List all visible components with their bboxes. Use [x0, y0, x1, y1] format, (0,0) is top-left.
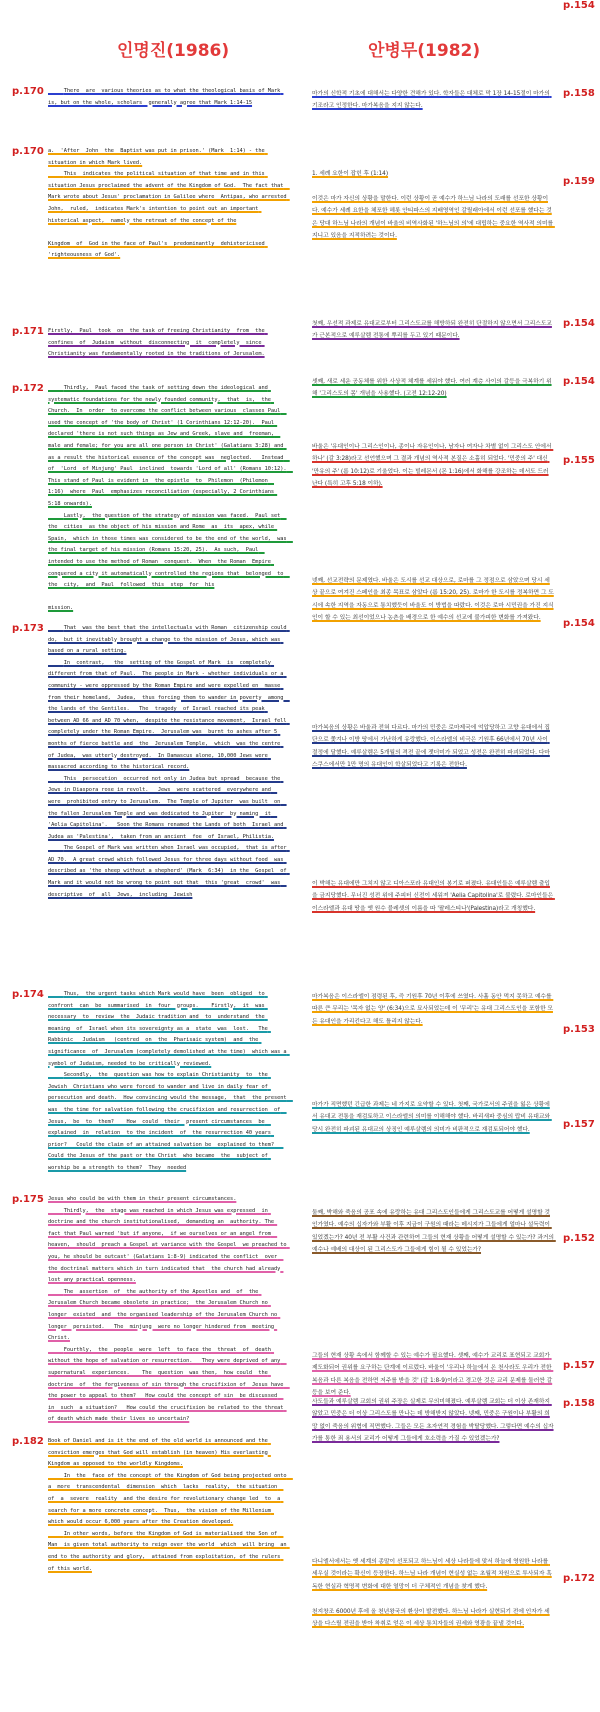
- right-page-ref: p.158: [563, 1398, 595, 1409]
- right-paragraph: 마가가 직면했던 긴급한 과제는 네 가지로 요약할 수 있다. 첫째, 국가로서의 주권을 잃은 상황에서 유대교 전통을 재검토하고 이스라엘의 의미를 이해해야 했다. 바리새파 중심의 랍비 유대교와 당시 완전히 파괴된 유대교의 상징인 예루살렘의 의미가 비판적으로 재검토되어야 했다.: [312, 1102, 552, 1133]
- left-paragraph: Jesus who could be with them in their present circumstances. Thirdly, the stage was reached in which Jesus was expressed in doctrine and the church institutionalised, demanding an authority. The fact that Paul warned 'but if anyone, if we ourselves or an angel from heaven, should preach a Gospel at variance with the Gospel we preached to you, he should be outcast' (Galatians 1:8-9) indicated the conflict over the doctrinal matters which in turn indicated that the church had already lost any practical openness. The assertion of the authority of the Apostles and of the Jerusalem Church became obsolete in practice; the Jerusalem Church no longer existed and the organised leadership of the Jerusalem Church no longer persisted. The minjung were no longer hindered from meeting Christ. Fourthly, the people were left to face the threat of death without the hope of salvation or resurrection. They were deprived of any supernatural experiences. The question was then, how could the doctrine of the forgiveness of sin through the crucifixion of Jesus have the power to appeal to them? How could the concept of sin be discussed in such a situation? How could the crucifixion be related to the threat of death which made their lives so uncertain?: [48, 1196, 287, 1423]
- left-text-block: [48, 623, 288, 980]
- right-page-ref: p.154: [563, 376, 595, 387]
- right-text-block: [312, 1099, 554, 1203]
- right-text-block: [312, 991, 554, 1096]
- right-page-ref: p.157: [563, 1119, 595, 1130]
- left-text-block: [48, 86, 288, 112]
- right-text-block: [312, 441, 554, 555]
- right-text-block: [312, 722, 554, 862]
- right-text-block: [312, 318, 554, 356]
- right-page-ref: p.154: [563, 318, 595, 329]
- left-page-ref: p.174: [12, 989, 44, 1000]
- right-paragraph: 마가복음의 상황은 바울과 전혀 다르다. 마가의 민중은 로마제국에 억압당하고 고향 유대에서 집단으로 쫓겨나 이방 땅에서 가난하게 유랑했다. 이스라엘의 비극은 기원후 66년에서 70년 사이 절정에 달했다. 예루살렘은 5개월의 격전 끝에 잿더미가 되었고 성전은 완전히 파괴되었다. 다마스쿠스에서만 1만 명의 유대인이 학살되었다고 기록은 전한다.: [312, 725, 550, 769]
- right-paragraph: 다니엘서에서는 옛 세계의 종말이 선포되고 하느님이 세상 나라들에 맞서 하늘에 영원한 나라를 세우실 것이라는 확신이 등장한다. 하느님 나라 개념이 현실성 없는 초월적 차원으로 투사되자 혹독한 현실과 혁명적 변화에 대한 열망이 더 구체적인 개념을 찾게 했다. 천지창조 6000년 후에 올 천년왕국의 환상이 발전했다. 하느님 나라가 실현되기 전에 인자가 세상을 다스릴 전권을 받아 착취로 얻은 이 세상 통치자들의 권세와 영광을 끝낼 것이다.: [312, 1559, 552, 1628]
- right-text-block: [312, 376, 554, 426]
- right-page-ref: p.158: [563, 88, 595, 99]
- right-page-ref: p.172: [563, 1573, 595, 1584]
- left-page-ref: p.173: [12, 623, 44, 634]
- left-paragraph: Firstly, Paul took on the task of freeing Christianity from the confines of Judaism without disconnecting it completely since Christianity was fundamentally rooted in the traditions of Jerusalem.: [48, 328, 268, 358]
- right-page-ref: p.154: [563, 618, 595, 629]
- left-column-header: 인명진(1986): [117, 41, 230, 61]
- right-page-ref: p.157: [563, 1360, 595, 1371]
- left-paragraph: Book of Daniel and is it the end of the old world is announced and the conviction emerges that God will establish (in heaven) His everlasting Kingdom as opposed to the worldly Kingdoms. In the face of the concept of the Kingdom of God being projected onto a more transcendental dimension which lacks reality, the situation of a severe reality and the desire for revolutionary change led to a search for a more concrete concept. Thus, the vision of the Millenium which would occur 6,000 years after the Creation developed. In other words, before the Kingdom of God is materialised the Son of Man is given total authority to reign over the world which will bring an end to the authority and glory, attained from exploitation, of the rulers of this world.: [48, 1438, 287, 1572]
- right-text-block: [312, 878, 554, 970]
- right-paragraph: 마가의 신학적 기초에 대해서는 다양한 견해가 있다. 학자들은 대체로 막 1장 14-15절이 마가의 기조라고 인정한다. 마가복음을 지지 않는다.: [312, 91, 552, 110]
- right-text-block: [312, 1207, 554, 1327]
- right-page-ref: p.153: [563, 1024, 595, 1035]
- left-paragraph: Thirdly, Paul faced the task of setting down the ideological and systematic foundations for the newly founded community, that is, the Church. In order to overcome the conflict between various classes Paul used the concept of 'the body of Christ' (1 Corinthians 12:12-20). Paul declared 'there is not such things as Jew and Greek, slave and freeman, male and female; for you are all one person in Christ' (Galatians 3:28) and as a result the historical essence of the concept was neglected. Instead of 'Lord of Minjung' Paul inclined towards 'Lord of all' (Romans 10:12). This stand of Paul is evident in the epistle to Philemon (Philemon 1:16) where Paul emphasizes reconciliation (especially, 2 Corinthians 5:18 onwards). Lastly, the question of the strategy of mission was faced. Paul set the cities as the object of his mission and Rome as its apex, while Spain, which in those times was considered to be the end of the world, was the final target of his mission (Romans 15:20, 25). As such, Paul intended to use the method of Roman conquest. When the Roman Empire conquered a city it automatically controlled the regions that belonged to the city, and Paul followed this step for his mission.: [48, 385, 287, 612]
- left-page-ref: p.170: [12, 146, 44, 157]
- left-page-ref: p.171: [12, 326, 44, 337]
- right-paragraph: 셋째, 새로 세운 공동체를 위한 사상적 체계를 세워야 했다. 여러 계층 사이의 갈등을 극복하기 위해 '그리스도의 몸' 개념을 사용했다. (고전 12:12-20): [312, 379, 552, 398]
- right-paragraph: 둘째, 박해와 죽음의 공포 속에 유랑하는 유대 그리스도인들에게 그리스도교를 어떻게 설명할 것인가였다. 예수의 십자가와 부활 이후 지금이 구원의 때라는 메시지가 그들에게 얼마나 설득력이 있었겠는가? 40년 전 부활 사건과 관련하여 그들의 현재 상황을 어떻게 설명할 수 있는가? 과거의 예수나 예배의 대상이 된 그리스도가 그들에게 힘이 될 수 있었는가?: [312, 1210, 556, 1254]
- left-paragraph: a. 'After John the Baptist was put in prison.' (Mark 1:14) - the situation in which Mark lived. This indicates the political situation of that time and in this situation Jesus proclaimed the advent of the Kingdom of God. The fact that Mark wrote about Jesus' proclamation in Galilee where Antipas, who arrested John, ruled, indicates Mark's intention to point out an important historical aspect, namely the retreat of the concept of the Kingdom of God in the face of Paul's predominantly dehistoricised 'righteousness of God'.: [48, 148, 287, 259]
- right-page-ref: p.154: [563, 0, 595, 11]
- right-paragraph: 마가복음은 이스라엘이 점령된 후, 즉 기원후 70년 이후에 쓰였다. 사흘 동안 먹지 못하고 예수를 따른 큰 무리는 '목자 없는 양' (6:34)으로 묘사되었는데 이 '무리'는 유대 그리스도인을 포함한 모든 유대인을 가리킨다고 해도 틀리지 않는다.: [312, 994, 554, 1025]
- right-paragraph: 사도들과 예루살렘 교회의 권위 주장은 실제로 무의미해졌다. 예루살렘 교회는 더 이상 존재하지 않았고 민중은 더 이상 그리스도를 만나는 데 방해받지 않았다. 넷째, 민중은 구원이나 부활의 희망 없이 죽음의 위협에 직면했다. 그들은 모든 초자연적 경험을 박탈당했다. 그렇다면 예수의 십자가를 통한 죄 용서의 교리가 어떻게 그들에게 호소력을 가질 수 있었겠는가?: [312, 1399, 554, 1443]
- left-page-ref: p.182: [12, 1436, 44, 1447]
- left-page-ref: p.175: [12, 1194, 44, 1205]
- left-text-block: [48, 989, 288, 1189]
- right-paragraph: 1. 세례 요한이 잡힌 후 (1:14) 이것은 마가 자신의 상황을 말한다. 이런 상황이 곧 예수가 하느님 나라의 도래를 선포한 상황이다. 예수가 세례 요한을 체포한 헤롯 안티파스의 지배영역인 갈릴래아에서 이런 선포를 했다는 것은 당대 하느님 나라의 개념이 바울의 비역사화된 '하느님의 의'에 대립하는 중요한 역사적 의미를 지니고 있음을 지적하려는 것이다.: [312, 171, 554, 240]
- right-paragraph: 그들의 현재 상황 속에서 함께할 수 있는 예수가 필요했다. 셋째, 예수가 교리로 표현되고 교회가 제도화되어 권위를 요구하는 단계에 이르렀다. 바울이 '우리나 하늘에서 온 천사라도 우리가 전한 복음과 다른 복음을 전하면 저주를 받을 것' (갈 1:8-9)이라고 경고한 것은 교리 문제를 둘러싼 갈등을 보여 준다.: [312, 1353, 554, 1397]
- right-text-block: [312, 1556, 554, 1686]
- left-page-ref: p.170: [12, 86, 44, 97]
- right-page-ref: p.155: [563, 455, 595, 466]
- left-paragraph: There are various theories as to what the theological basis of Mark is, but on the whole, scholars generally agree that Mark 1:14-15: [48, 88, 284, 106]
- right-paragraph: 첫째, 우선적 과제로 유대교로부터 그리스도교를 해방하되 완전히 단절하지 않으면서 그리스도교가 근본적으로 예루살렘 전통에 뿌리를 두고 있기 때문이다.: [312, 321, 552, 340]
- left-text-block: [48, 326, 288, 372]
- left-page-ref: p.172: [12, 383, 44, 394]
- right-page-ref: p.159: [563, 176, 595, 187]
- left-text-block: [48, 146, 288, 274]
- left-text-block: [48, 383, 288, 623]
- right-paragraph: 이 박해는 유대에만 그치지 않고 디아스포라 유대인의 봉기로 퍼졌다. 유대인들은 예루살렘 출입을 금지당했다. 무너진 성전 위에 주피터 신전이 세워져 'Aelia Capitolina'로 불렸다. 로마인들은 이스라엘과 유대 땅을 옛 원수 블레셋의 이름을 따 '팔레스티나'(Palestina)라고 개칭했다.: [312, 881, 555, 912]
- left-text-block: [48, 1436, 288, 1596]
- right-text-block: [312, 1396, 554, 1536]
- left-paragraph: That was the best that the intellectuals with Roman citizenship could do, but it inevitably brought a change to the mission of Jesus, which was based on a rural setting. In contrast, the setting of the Gospel of Mark is completely different from that of Paul. The people in Mark - whether individuals or a community - were oppressed by the Roman Empire and were expelled en masse from their homeland, Judea, thus forcing them to wander in poverty among the lands of the Gentiles. The tragedy of Israel reached its peak between AD 66 and AD 70 when, despite the resistance movement, Israel fell completely under the Roman Empire. Jerusalem was burnt to ashes after 5 months of fierce battle and the Jerusalem Temple, which was the centre of Judea, was utterly destroyed. In Damascus alone, 10,000 Jews were massacred according to the historical record. This persecution occurred not only in Judea but spread because the Jews in Diaspora rose in revolt. Jews were scattered everywhere and were prohibited entry to Jerusalem. The Temple of Jupiter was built on the fallen Jerusalem Temple and was dedicated to Jupiter by naming it 'Aelia Capitolina'. Soon the Romans renamed the Lands of both Israel and Judea as 'Palestina', taken from an ancient foe of Israel, Philistia. The Gospel of Mark was written when Israel was occupied, that is after AD 70. A great crowd which followed Jesus for three days without food was described as 'the sheep without a shepherd' (Mark 6:34) in the Gospel of Mark and it would not be wrong to point out that this 'great crowd' was descriptive of all Jews, including Jewish: [48, 625, 287, 898]
- right-column-header: 안병무(1982): [368, 41, 481, 61]
- left-text-block: [48, 1194, 288, 1434]
- right-text-block: [312, 168, 554, 268]
- right-paragraph: 넷째, 선교전략의 문제였다. 바울은 도시를 선교 대상으로, 로마를 그 정점으로 삼았으며 당시 세상 끝으로 여겨진 스페인을 최종 목표로 삼았다 (롬 15:20, 25). 로마가 한 도시를 정복하면 그 도시에 속한 지역을 자동으로 통치했듯이 바울도 이 방법을 따랐다. 이것은 로마 시민권을 가진 지식인이 할 수 있는 최선이었으나 농촌을 배경으로 한 예수의 선교에 불가피한 변화를 가져왔다.: [312, 578, 554, 622]
- left-paragraph: Thus, the urgent tasks which Mark would have been obliged to confront can be summarised in four groups. Firstly, it was necessary to review the Judaic tradition and to understand the meaning of Israel when its sovereignty as a state was lost. The Rabbinic Judaism (centred on the Pharisaic system) and the significance of Jerusalem (completely demolished at the time) which was a symbol of Judaism, needed to be critically reviewed. Secondly, the question was how to explain Christianity to the Jewish Christians who were forced to wander and live in daily fear of persecution and death. How convincing would the message, that the present was the time for salvation following the crucifixion and resurrection of Jesus, be to them? How could their present circumstances be explained in relation to the incident of the resurrection 40 years prior? Could the claim of an attained salvation be explained to them? Could the Jesus of the past or the Christ who became the subject of worship be a strength to them? They needed: [48, 991, 287, 1171]
- right-text-block: [312, 575, 554, 705]
- right-text-block: [312, 88, 554, 118]
- right-page-ref: p.152: [563, 1233, 595, 1244]
- right-paragraph: 바울은 '유대인이나 그리스인이나, 종이나 자유인이나, 남자나 여자나 차별 없이 그리스도 안에서 하나' (갈 3:28)라고 선언했으며 그 결과 개념의 역사적 본질은 소홀히 되었다. '민중의 주' 대신 '만유의 주' (롬 10:12)로 기울었다. 이는 빌레몬서 (몬 1:16)에서 화해를 강조하는 데서도 드러난다 (특히 고후 5:18 이하).: [312, 444, 554, 488]
